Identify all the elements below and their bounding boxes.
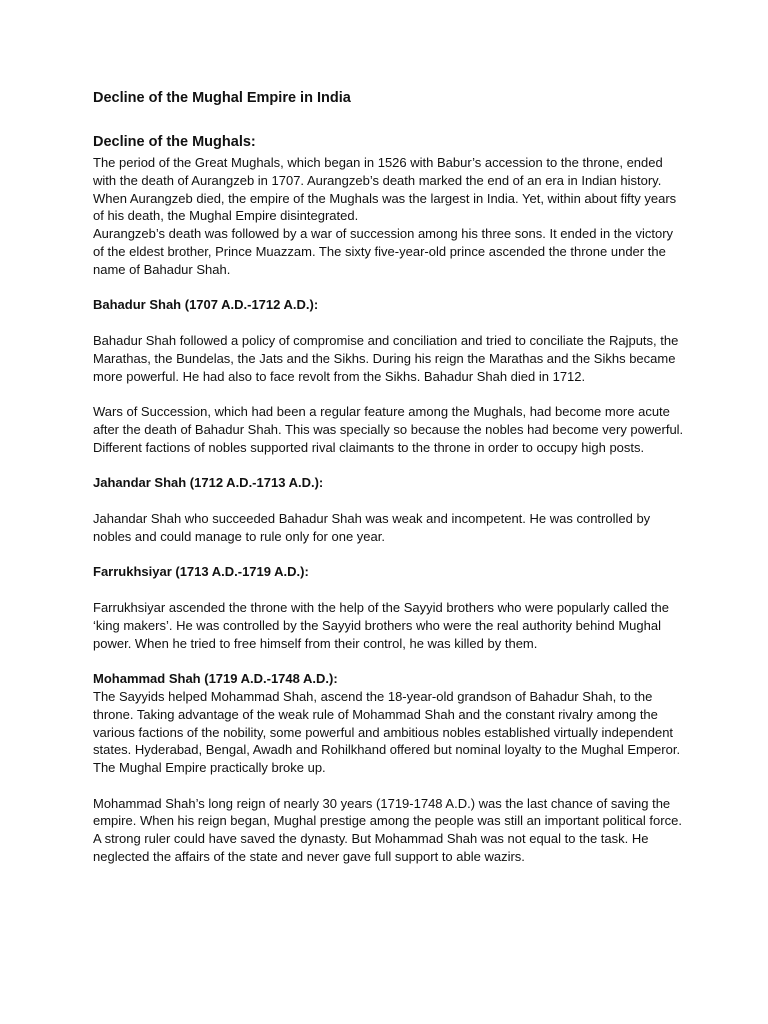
mohammad-shah-paragraph-2: Mohammad Shah’s long reign of nearly 30 years (1719-1748 A.D.) was the last chance of saving the empire. When his reign began, Mughal prestige among the people was still an important political force. A strong ruler could have saved the dynasty. But Mohammad Shah was not equal to the task. He neglected the affairs of the state and never gave full support to able wazirs.	[93, 795, 682, 865]
farrukhsiyar-paragraph: Farrukhsiyar ascended the throne with the help of the Sayyid brothers who were popularly called the ‘king makers’. He was controlled by the Sayyid brothers who were the real authority behind Mughal power. When he tried to free himself from their control, he was killed by them.	[93, 599, 669, 651]
section-heading-decline: Decline of the Mughals:	[93, 134, 256, 150]
jahandar-shah-paragraph: Jahandar Shah who succeeded Bahadur Shah was weak and incompetent. He was controlled by nobles and could manage to rule only for one year.	[93, 510, 651, 544]
intro-paragraph-2: Aurangzeb’s death was followed by a war of succession among his three sons. It ended in the victory of the eldest brother, Prince Muazzam. The sixty five-year-old prince ascended the throne under the name of Bahadur Shah.	[93, 226, 674, 277]
subheading-jahandar-shah: Jahandar Shah (1712 A.D.-1713 A.D.):	[93, 475, 324, 491]
intro-paragraph-1: The period of the Great Mughals, which began in 1526 with Babur’s accession to the throne, ended with the death of Aurangzeb in 1707. Aurangzeb’s death marked the end of an era in Indian history. When Aurangzeb died, the empire of the Mughals was the largest in India. Yet, within about fifty years of his death, the Mughal Empire disintegrated.	[93, 155, 677, 224]
mohammad-shah-paragraph-1: The Sayyids helped Mohammad Shah, ascend the 18-year-old grandson of Bahadur Shah, to the throne. Taking advantage of the weak rule of Mohammad Shah and the constant rivalry among the various factions of the nobility, some powerful and ambitious nobles established virtually independent states. Hyderabad, Bengal, Awadh and Rohilkhand offered but nominal loyalty to the Mughal Emperor. The Mughal Empire practically broke up.	[93, 688, 681, 776]
subheading-bahadur-shah: Bahadur Shah (1707 A.D.-1712 A.D.):	[93, 297, 319, 313]
subheading-mohammad-shah: Mohammad Shah (1719 A.D.-1748 A.D.):	[93, 671, 338, 687]
document-title: Decline of the Mughal Empire in India	[93, 90, 351, 106]
bahadur-shah-paragraph-2: Wars of Succession, which had been a regular feature among the Mughals, had become more acute after the death of Bahadur Shah. This was specially so because the nobles had become very powerful. Different factions of nobles supported rival claimants to the throne in order to occupy high posts.	[93, 404, 684, 455]
bahadur-shah-paragraph-1: Bahadur Shah followed a policy of compromise and conciliation and tried to conciliate the Rajputs, the Marathas, the Bundelas, the Jats and the Sikhs. During his reign the Marathas and the Sikhs became more powerful. He had also to face revolt from the Sikhs. Bahadur Shah died in 1712.	[93, 332, 679, 384]
document-page	[93, 86, 685, 866]
subheading-farrukhsiyar: Farrukhsiyar (1713 A.D.-1719 A.D.):	[93, 564, 309, 580]
